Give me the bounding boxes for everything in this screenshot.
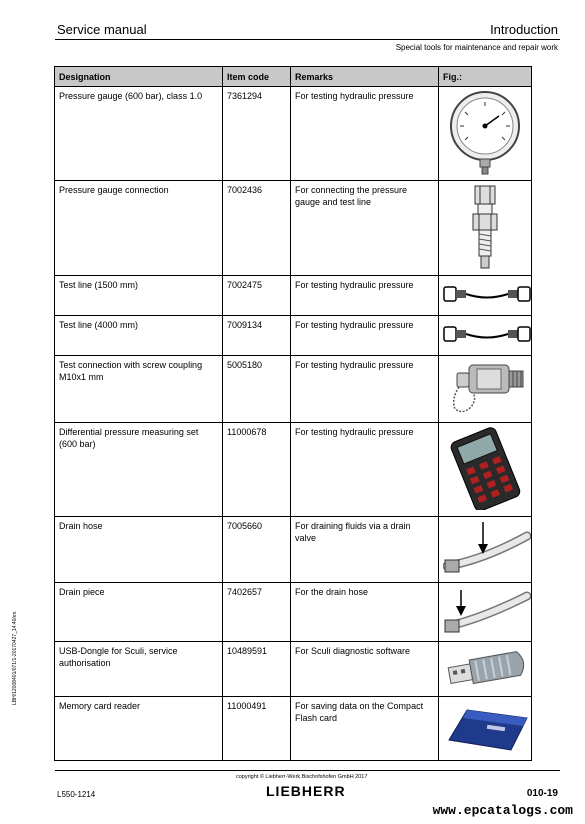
copyright-text: copyright © Liebherr-Werk Bischofshofen GmbH 2017 xyxy=(236,774,368,780)
cell-item-code: 7002436 xyxy=(223,181,291,276)
cell-remarks: For saving data on the Compact Flash card xyxy=(291,697,439,761)
table-row xyxy=(55,87,532,181)
cell-remarks: For testing hydraulic pressure xyxy=(291,276,439,316)
side-document-code xyxy=(12,585,22,705)
header-subtitle: Special tools for maintenance and repair work xyxy=(395,43,558,52)
cell-remarks: For testing hydraulic pressure xyxy=(291,316,439,356)
col-header-item-code: Item code xyxy=(223,67,291,87)
gauge-connection-icon xyxy=(465,184,505,272)
cell-figure xyxy=(439,87,532,181)
cell-designation: Memory card reader xyxy=(55,697,223,761)
cell-item-code: 11000491 xyxy=(223,697,291,761)
cell-designation: Test line (1500 mm) xyxy=(55,276,223,316)
cell-remarks: For testing hydraulic pressure xyxy=(291,87,439,181)
cell-item-code: 7361294 xyxy=(223,87,291,181)
pressure-gauge-icon xyxy=(445,90,525,176)
cell-item-code: 10489591 xyxy=(223,642,291,697)
cell-designation: Drain hose xyxy=(55,517,223,583)
table-row xyxy=(55,356,532,423)
cell-designation: Test connection with screw coupling M10x1 mm xyxy=(55,356,223,423)
table-row xyxy=(55,181,532,276)
test-line-icon xyxy=(443,279,531,309)
cell-item-code: 5005180 xyxy=(223,356,291,423)
table-row xyxy=(55,642,532,697)
cell-remarks: For draining fluids via a drain valve xyxy=(291,517,439,583)
table-row xyxy=(55,583,532,642)
cell-designation: Pressure gauge (600 bar), class 1.0 xyxy=(55,87,223,181)
cell-remarks: For the drain hose xyxy=(291,583,439,642)
footer-divider xyxy=(55,770,560,771)
cell-item-code: 7002475 xyxy=(223,276,291,316)
cell-figure xyxy=(439,276,532,316)
cell-figure xyxy=(439,423,532,517)
cell-remarks: For connecting the pressure gauge and test line xyxy=(291,181,439,276)
cell-figure xyxy=(439,316,532,356)
section-title: Introduction xyxy=(490,22,558,37)
website-watermark: www.epcatalogs.com xyxy=(432,803,573,818)
cell-item-code: 7005660 xyxy=(223,517,291,583)
col-header-fig: Fig.: xyxy=(439,67,532,87)
drain-piece-icon xyxy=(443,586,531,638)
table-header-row xyxy=(55,67,532,87)
col-header-remarks: Remarks xyxy=(291,67,439,87)
cell-remarks: For testing hydraulic pressure xyxy=(291,423,439,517)
cell-item-code: 7009134 xyxy=(223,316,291,356)
header-divider xyxy=(55,39,560,40)
cell-designation: USB-Dongle for Sculi, service authorisation xyxy=(55,642,223,697)
page-number: 010-19 xyxy=(526,788,558,799)
test-line-icon xyxy=(443,319,531,349)
cell-designation: Drain piece xyxy=(55,583,223,642)
special-tools-table xyxy=(54,66,532,761)
model-number: L550-1214 xyxy=(57,790,96,799)
col-header-designation: Designation xyxy=(55,67,223,87)
cell-remarks: For testing hydraulic pressure xyxy=(291,356,439,423)
cell-figure xyxy=(439,181,532,276)
cell-figure xyxy=(439,583,532,642)
cell-figure xyxy=(439,697,532,761)
side-document-code-text: LBH/12008401/071/1-20170427_14:40/en xyxy=(12,611,18,705)
table-row xyxy=(55,423,532,517)
table-row xyxy=(55,517,532,583)
cell-figure xyxy=(439,517,532,583)
table-row xyxy=(55,316,532,356)
header-title: Service manual xyxy=(57,22,147,37)
cell-remarks: For Sculi diagnostic software xyxy=(291,642,439,697)
cell-designation: Pressure gauge connection xyxy=(55,181,223,276)
table-row xyxy=(55,697,532,761)
liebherr-logo: LIEBHERR xyxy=(266,783,346,799)
cell-figure xyxy=(439,642,532,697)
card-reader-icon xyxy=(443,700,531,756)
cell-designation: Test line (4000 mm) xyxy=(55,316,223,356)
drain-hose-icon xyxy=(443,520,531,578)
table-row xyxy=(55,276,532,316)
screw-coupling-icon xyxy=(443,359,529,419)
cell-designation: Differential pressure measuring set (600 bar) xyxy=(55,423,223,517)
cell-item-code: 7402657 xyxy=(223,583,291,642)
measuring-device-icon xyxy=(443,426,529,510)
cell-figure xyxy=(439,356,532,423)
usb-dongle-icon xyxy=(443,645,531,693)
cell-item-code: 11000678 xyxy=(223,423,291,517)
